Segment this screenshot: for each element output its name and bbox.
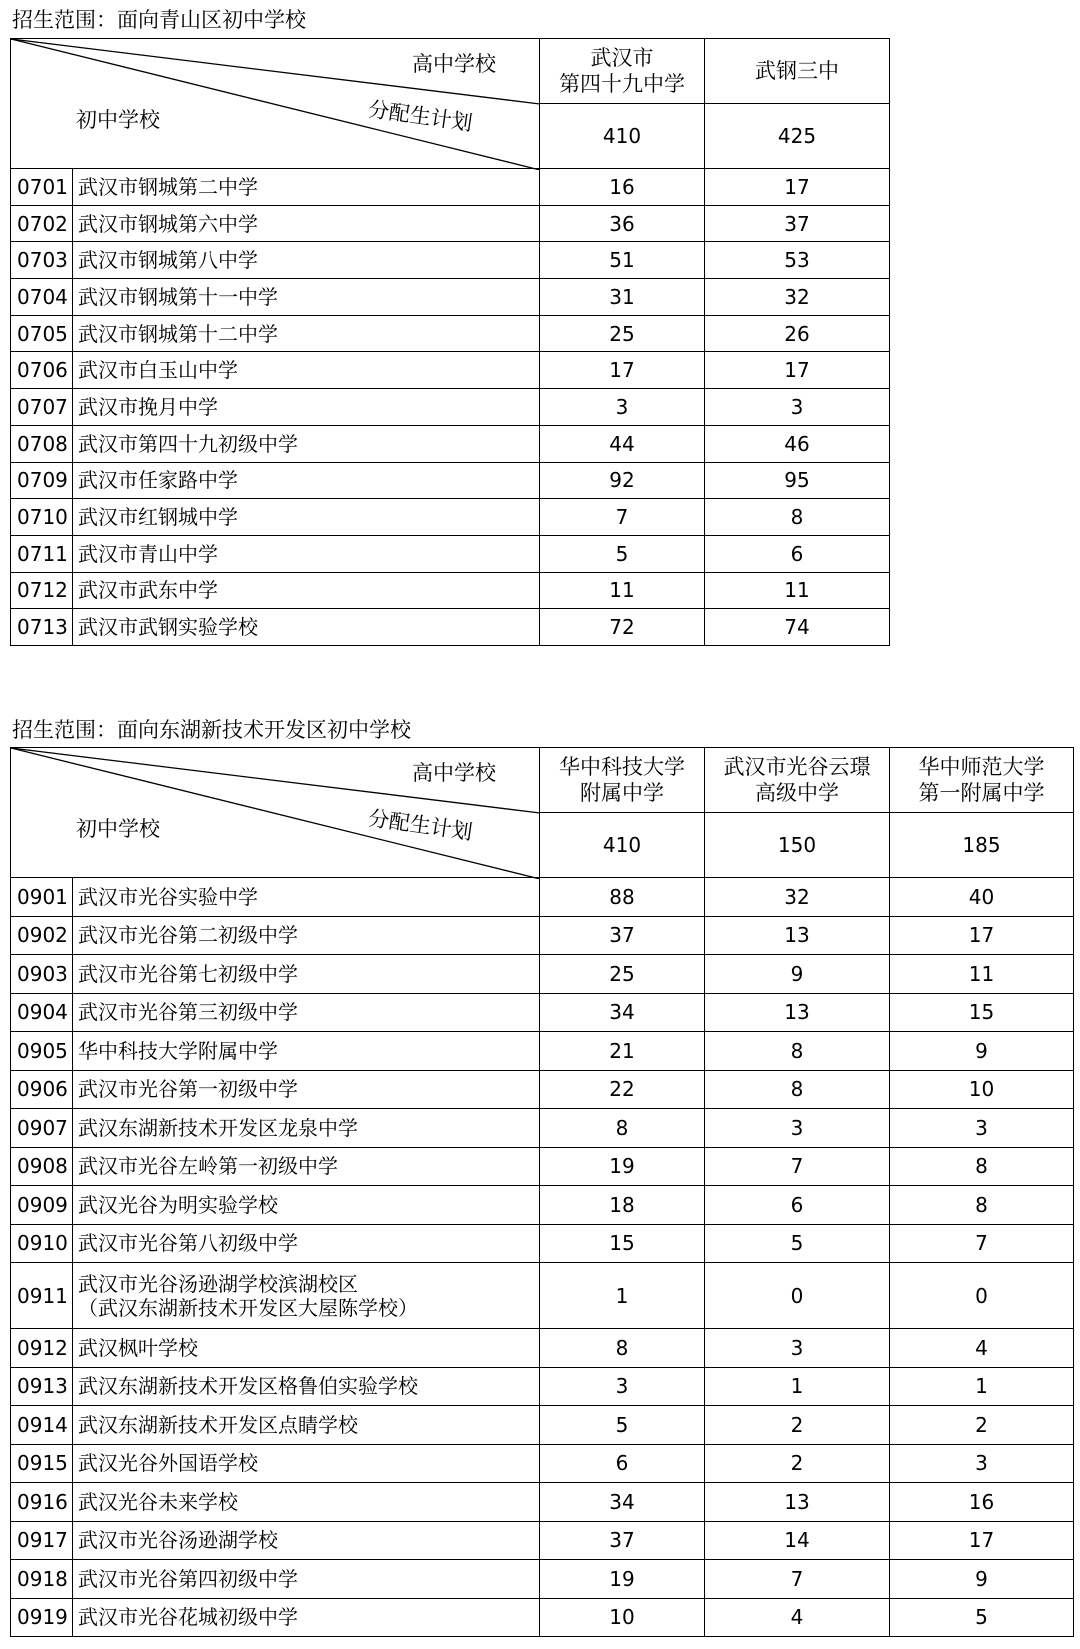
allocation-value: 32 — [705, 279, 890, 316]
junior-school-name: 武汉市光谷第八初级中学 — [73, 1224, 540, 1263]
allocation-value: 17 — [540, 352, 705, 389]
school-code: 0706 — [11, 352, 73, 389]
allocation-value: 7 — [705, 1147, 890, 1186]
junior-school-name: 武汉市钢城第六中学 — [73, 205, 540, 242]
table-row — [11, 1560, 1074, 1599]
junior-school-name: 武汉市青山中学 — [73, 535, 540, 572]
allocation-value: 10 — [890, 1070, 1074, 1109]
allocation-value: 31 — [540, 279, 705, 316]
table-row — [11, 1186, 1074, 1225]
school-code: 0907 — [11, 1109, 73, 1148]
allocation-value: 3 — [540, 1367, 705, 1406]
allocation-value: 34 — [540, 993, 705, 1032]
junior-school-name: 武汉市钢城第二中学 — [73, 169, 540, 206]
high-school-name: 华中师范大学 第一附属中学 — [890, 748, 1074, 813]
allocation-value: 37 — [540, 1521, 705, 1560]
table-row — [11, 242, 890, 279]
school-code: 0701 — [11, 169, 73, 206]
allocation-value: 3 — [705, 1109, 890, 1148]
allocation-value: 8 — [890, 1186, 1074, 1225]
allocation-value: 17 — [890, 916, 1074, 955]
allocation-value: 95 — [705, 462, 890, 499]
allocation-value: 8 — [890, 1147, 1074, 1186]
school-code: 0905 — [11, 1032, 73, 1071]
allocation-value: 19 — [540, 1560, 705, 1599]
junior-school-name: 武汉市武东中学 — [73, 572, 540, 609]
junior-school-name: 武汉市光谷汤逊湖学校 — [73, 1521, 540, 1560]
school-code: 0911 — [11, 1263, 73, 1329]
allocation-value: 11 — [705, 572, 890, 609]
allocation-value: 8 — [540, 1109, 705, 1148]
junior-school-name: 武汉市光谷第一初级中学 — [73, 1070, 540, 1109]
table-row — [11, 169, 890, 206]
allocation-value: 14 — [705, 1521, 890, 1560]
junior-school-name: 武汉市白玉山中学 — [73, 352, 540, 389]
junior-school-name: 武汉光谷外国语学校 — [73, 1444, 540, 1483]
allocation-value: 8 — [540, 1329, 705, 1368]
allocation-value: 9 — [705, 955, 890, 994]
quota-cell: 185 — [890, 813, 1074, 878]
school-code: 0916 — [11, 1483, 73, 1522]
allocation-value: 51 — [540, 242, 705, 279]
table-row — [11, 1329, 1074, 1368]
allocation-value: 17 — [705, 352, 890, 389]
allocation-value: 26 — [705, 315, 890, 352]
section-caption: 招生范围：面向东湖新技术开发区初中学校 — [12, 718, 411, 742]
table-row — [11, 425, 890, 462]
junior-school-name: 武汉市光谷第四初级中学 — [73, 1560, 540, 1599]
allocation-value: 6 — [705, 535, 890, 572]
junior-school-name: 武汉市光谷第二初级中学 — [73, 916, 540, 955]
table-row — [11, 389, 890, 426]
junior-school-name: 武汉东湖新技术开发区点睛学校 — [73, 1406, 540, 1445]
junior-school-name: 武汉市光谷实验中学 — [73, 878, 540, 917]
junior-school-name: 武汉光谷未来学校 — [73, 1483, 540, 1522]
high-school-label: 高中学校 — [412, 52, 496, 76]
allocation-table-donghu — [10, 747, 1074, 1637]
section-caption: 招生范围：面向青山区初中学校 — [12, 8, 306, 32]
allocation-value: 88 — [540, 878, 705, 917]
junior-school-name: 武汉市任家路中学 — [73, 462, 540, 499]
school-code: 0704 — [11, 279, 73, 316]
allocation-value: 0 — [890, 1263, 1074, 1329]
allocation-value: 10 — [540, 1598, 705, 1637]
school-code: 0901 — [11, 878, 73, 917]
allocation-value: 5 — [540, 1406, 705, 1445]
table-row — [11, 1070, 1074, 1109]
table-row — [11, 279, 890, 316]
allocation-value: 22 — [540, 1070, 705, 1109]
allocation-value: 11 — [540, 572, 705, 609]
allocation-value: 18 — [540, 1186, 705, 1225]
allocation-value: 5 — [890, 1598, 1074, 1637]
allocation-value: 25 — [540, 315, 705, 352]
table-row — [11, 352, 890, 389]
allocation-value: 4 — [890, 1329, 1074, 1368]
allocation-value: 1 — [540, 1263, 705, 1329]
school-code: 0703 — [11, 242, 73, 279]
allocation-value: 9 — [890, 1560, 1074, 1599]
table-row — [11, 1263, 1074, 1329]
quota-cell: 410 — [540, 104, 705, 169]
table-row — [11, 1109, 1074, 1148]
school-code: 0705 — [11, 315, 73, 352]
high-school-name: 武汉市 第四十九中学 — [540, 39, 705, 104]
table-row — [11, 1367, 1074, 1406]
allocation-value: 1 — [705, 1367, 890, 1406]
school-code: 0906 — [11, 1070, 73, 1109]
junior-school-name: 武汉市光谷左岭第一初级中学 — [73, 1147, 540, 1186]
allocation-value: 15 — [890, 993, 1074, 1032]
diagonal-header-cell — [11, 39, 540, 169]
school-code: 0702 — [11, 205, 73, 242]
school-code: 0707 — [11, 389, 73, 426]
junior-school-name: 武汉东湖新技术开发区龙泉中学 — [73, 1109, 540, 1148]
allocation-value: 74 — [705, 609, 890, 646]
allocation-value: 3 — [705, 389, 890, 426]
table-row — [11, 955, 1074, 994]
allocation-value: 0 — [705, 1263, 890, 1329]
school-code: 0918 — [11, 1560, 73, 1599]
allocation-value: 34 — [540, 1483, 705, 1522]
table-row — [11, 535, 890, 572]
high-school-name: 华中科技大学 附属中学 — [540, 748, 705, 813]
school-code: 0711 — [11, 535, 73, 572]
allocation-value: 19 — [540, 1147, 705, 1186]
allocation-value: 2 — [890, 1406, 1074, 1445]
junior-school-name: 武汉市光谷汤逊湖学校滨湖校区 （武汉东湖新技术开发区大屋陈学校） — [73, 1263, 540, 1329]
allocation-value: 13 — [705, 916, 890, 955]
table-row — [11, 1598, 1074, 1637]
junior-school-name: 武汉市钢城第十二中学 — [73, 315, 540, 352]
allocation-value: 8 — [705, 1032, 890, 1071]
allocation-value: 3 — [890, 1109, 1074, 1148]
junior-school-name: 武汉市光谷花城初级中学 — [73, 1598, 540, 1637]
junior-school-name: 武汉光谷为明实验学校 — [73, 1186, 540, 1225]
allocation-value: 13 — [705, 993, 890, 1032]
junior-school-name: 武汉市挽月中学 — [73, 389, 540, 426]
allocation-value: 37 — [705, 205, 890, 242]
allocation-value: 37 — [540, 916, 705, 955]
allocation-value: 16 — [890, 1483, 1074, 1522]
table-row — [11, 315, 890, 352]
allocation-value: 5 — [540, 535, 705, 572]
school-code: 0917 — [11, 1521, 73, 1560]
school-code: 0710 — [11, 499, 73, 536]
table-row — [11, 1406, 1074, 1445]
allocation-value: 1 — [890, 1367, 1074, 1406]
school-code: 0713 — [11, 609, 73, 646]
school-code: 0902 — [11, 916, 73, 955]
allocation-value: 36 — [540, 205, 705, 242]
high-school-name: 武汉市光谷云璟 高级中学 — [705, 748, 890, 813]
high-school-name: 武钢三中 — [705, 39, 890, 104]
allocation-value: 44 — [540, 425, 705, 462]
allocation-value: 6 — [705, 1186, 890, 1225]
school-code: 0909 — [11, 1186, 73, 1225]
school-code: 0915 — [11, 1444, 73, 1483]
table-row — [11, 572, 890, 609]
allocation-value: 5 — [705, 1224, 890, 1263]
allocation-value: 3 — [890, 1444, 1074, 1483]
allocation-value: 3 — [705, 1329, 890, 1368]
allocation-value: 21 — [540, 1032, 705, 1071]
school-code: 0914 — [11, 1406, 73, 1445]
school-code: 0908 — [11, 1147, 73, 1186]
school-code: 0910 — [11, 1224, 73, 1263]
junior-school-label: 初中学校 — [76, 108, 160, 132]
table-row — [11, 878, 1074, 917]
junior-school-name: 武汉市钢城第八中学 — [73, 242, 540, 279]
school-code: 0904 — [11, 993, 73, 1032]
school-code: 0912 — [11, 1329, 73, 1368]
school-code: 0903 — [11, 955, 73, 994]
junior-school-name: 武汉东湖新技术开发区格鲁伯实验学校 — [73, 1367, 540, 1406]
allocation-value: 8 — [705, 499, 890, 536]
allocation-value: 8 — [705, 1070, 890, 1109]
junior-school-name: 武汉市第四十九初级中学 — [73, 425, 540, 462]
school-code: 0708 — [11, 425, 73, 462]
quota-cell: 410 — [540, 813, 705, 878]
allocation-value: 9 — [890, 1032, 1074, 1071]
allocation-value: 92 — [540, 462, 705, 499]
allocation-value: 17 — [705, 169, 890, 206]
table-row — [11, 1224, 1074, 1263]
junior-school-name: 华中科技大学附属中学 — [73, 1032, 540, 1071]
table-row — [11, 609, 890, 646]
school-code: 0919 — [11, 1598, 73, 1637]
table-row — [11, 205, 890, 242]
table-row — [11, 993, 1074, 1032]
allocation-value: 15 — [540, 1224, 705, 1263]
junior-school-name: 武汉市钢城第十一中学 — [73, 279, 540, 316]
allocation-value: 2 — [705, 1444, 890, 1483]
quota-cell: 150 — [705, 813, 890, 878]
table-row — [11, 1147, 1074, 1186]
allocation-value: 25 — [540, 955, 705, 994]
allocation-value: 17 — [890, 1521, 1074, 1560]
allocation-value: 16 — [540, 169, 705, 206]
allocation-value: 7 — [705, 1560, 890, 1599]
allocation-value: 6 — [540, 1444, 705, 1483]
school-code: 0913 — [11, 1367, 73, 1406]
table-row — [11, 916, 1074, 955]
high-school-label: 高中学校 — [412, 761, 496, 785]
table-row — [11, 1521, 1074, 1560]
allocation-value: 32 — [705, 878, 890, 917]
junior-school-label: 初中学校 — [76, 817, 160, 841]
table-row — [11, 462, 890, 499]
junior-school-name: 武汉市光谷第七初级中学 — [73, 955, 540, 994]
allocation-value: 3 — [540, 389, 705, 426]
plan-label: 分配生计划 — [366, 806, 474, 845]
school-code: 0712 — [11, 572, 73, 609]
allocation-value: 2 — [705, 1406, 890, 1445]
table-row — [11, 1032, 1074, 1071]
quota-cell: 425 — [705, 104, 890, 169]
junior-school-name: 武汉市武钢实验学校 — [73, 609, 540, 646]
allocation-value: 72 — [540, 609, 705, 646]
school-code: 0709 — [11, 462, 73, 499]
allocation-value: 53 — [705, 242, 890, 279]
junior-school-name: 武汉市红钢城中学 — [73, 499, 540, 536]
allocation-value: 13 — [705, 1483, 890, 1522]
junior-school-name: 武汉市光谷第三初级中学 — [73, 993, 540, 1032]
table-row — [11, 1444, 1074, 1483]
junior-school-name: 武汉枫叶学校 — [73, 1329, 540, 1368]
diagonal-header-cell — [11, 748, 540, 878]
table-row — [11, 499, 890, 536]
allocation-table-qingshan — [10, 38, 890, 646]
allocation-value: 11 — [890, 955, 1074, 994]
allocation-value: 40 — [890, 878, 1074, 917]
plan-label: 分配生计划 — [366, 97, 474, 136]
allocation-value: 46 — [705, 425, 890, 462]
allocation-value: 7 — [890, 1224, 1074, 1263]
table-row — [11, 1483, 1074, 1522]
allocation-value: 4 — [705, 1598, 890, 1637]
allocation-value: 7 — [540, 499, 705, 536]
